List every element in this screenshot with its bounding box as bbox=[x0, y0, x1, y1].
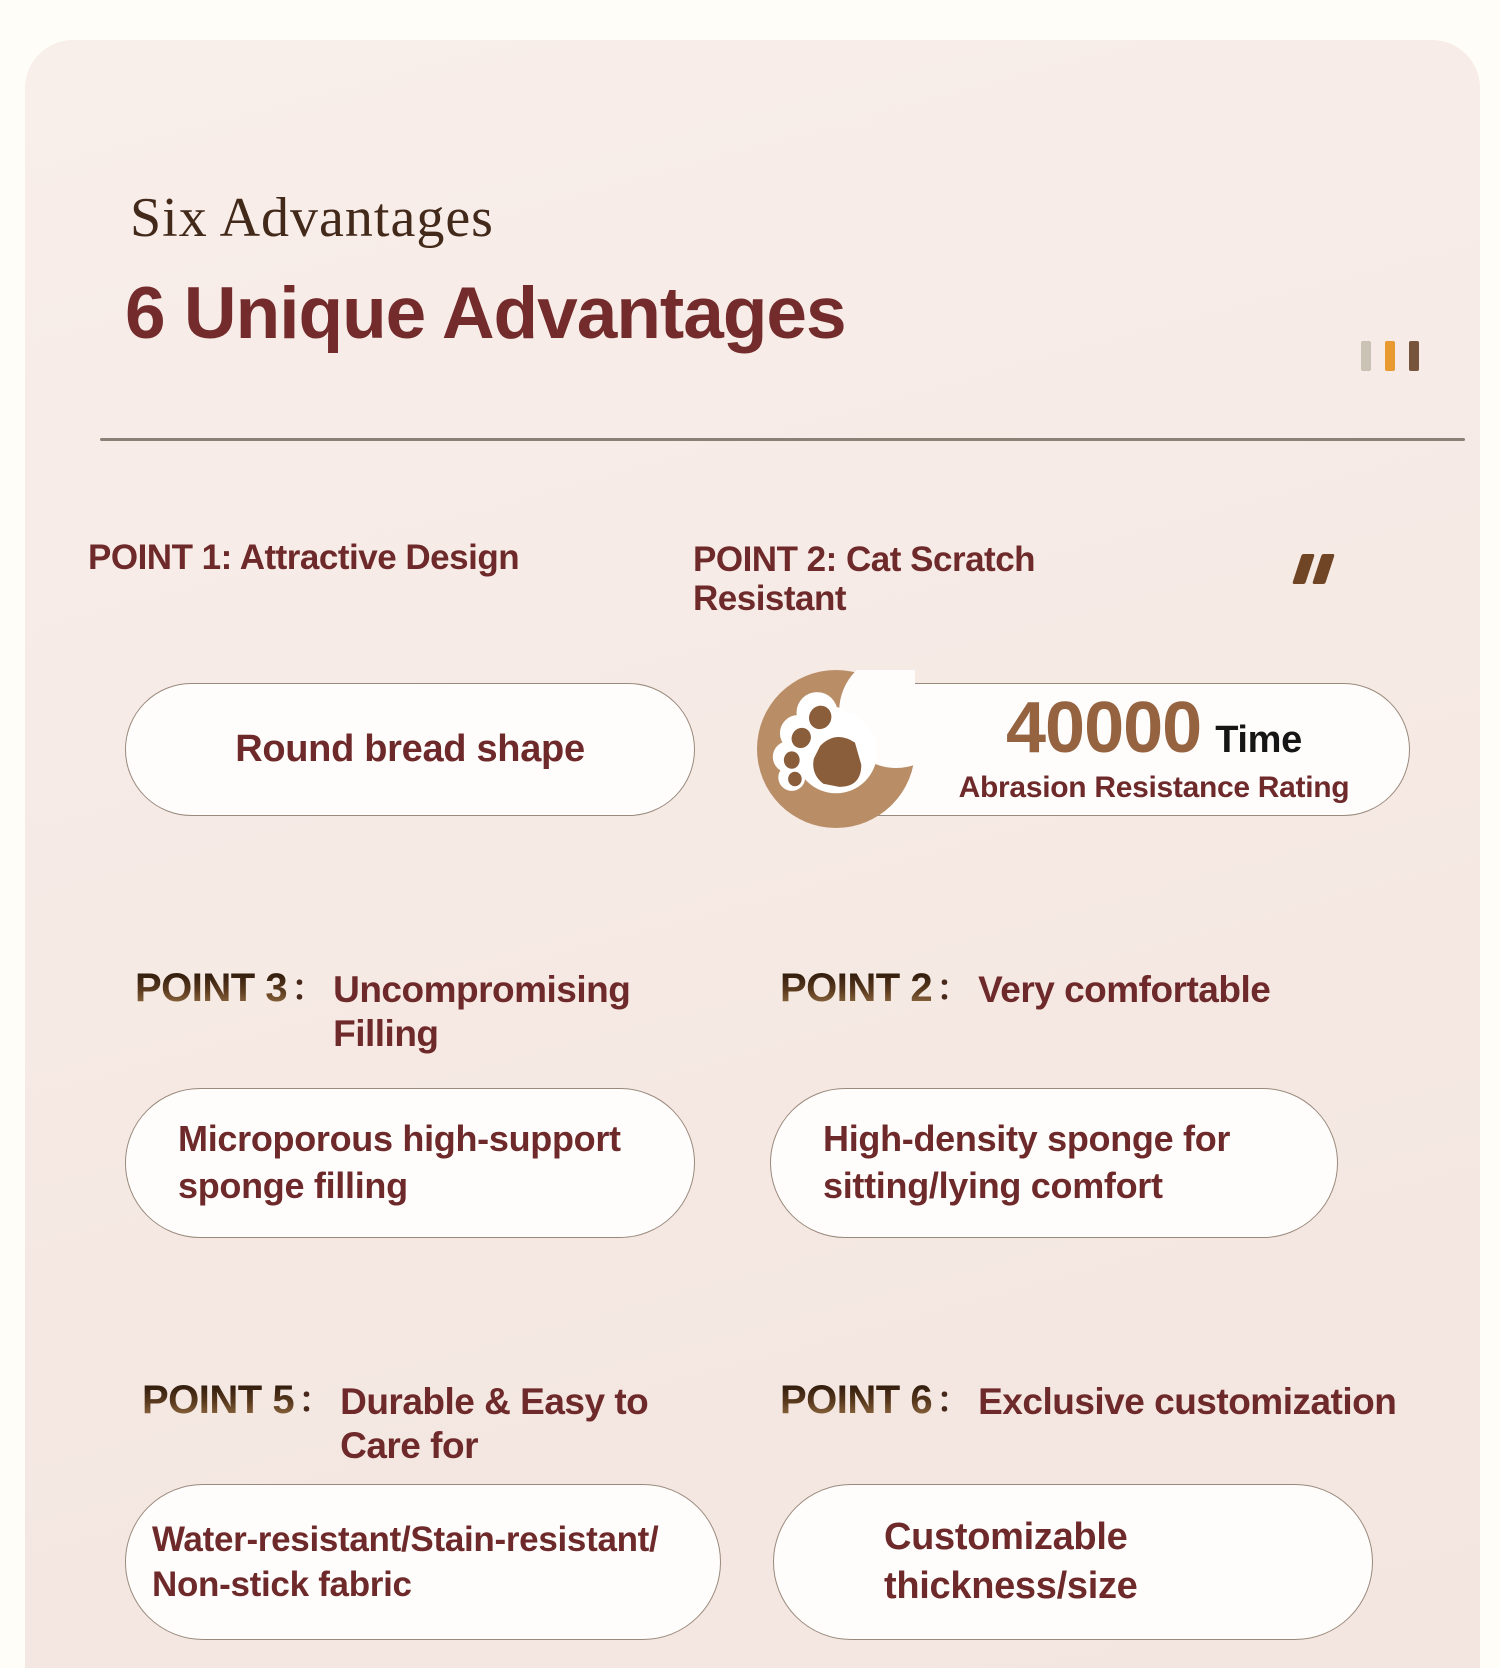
pill-text: Customizable bbox=[884, 1515, 1128, 1558]
point3-pill bbox=[125, 1088, 695, 1238]
point5-pill bbox=[125, 1484, 721, 1640]
pill-text: sponge filling bbox=[178, 1165, 408, 1206]
divider bbox=[100, 438, 1465, 441]
point-label: POINT 3 bbox=[135, 966, 288, 1010]
point-colon: ： bbox=[291, 967, 328, 1008]
stat-unit: Time bbox=[1215, 719, 1303, 762]
point-colon: ： bbox=[298, 1379, 335, 1420]
pill-text: Water-resistant/Stain-resistant/ bbox=[152, 1519, 659, 1559]
point2-stat-pill bbox=[762, 683, 1410, 816]
point3-heading bbox=[135, 968, 663, 1055]
point1-heading bbox=[88, 538, 608, 577]
heading-line: POINT 1: Attractive Design bbox=[88, 538, 520, 577]
point-colon: ： bbox=[936, 967, 973, 1008]
pill-text: thickness/size bbox=[884, 1565, 1138, 1607]
point-colon: ： bbox=[936, 1379, 973, 1420]
point1-pill bbox=[125, 683, 695, 816]
bar-segment bbox=[1361, 341, 1371, 371]
pill-text: Non-stick fabric bbox=[152, 1565, 412, 1604]
point6-pill bbox=[773, 1484, 1373, 1640]
double-quote-icon bbox=[1297, 554, 1330, 584]
stat-value: 40000 bbox=[1005, 688, 1202, 769]
content-card bbox=[25, 40, 1480, 1668]
heading-line: Resistant bbox=[693, 579, 847, 619]
pill-text: Microporous high-support bbox=[178, 1118, 621, 1160]
point2-heading bbox=[693, 540, 1073, 618]
bar-segment bbox=[1409, 341, 1419, 371]
point-title: Uncompromising Filling bbox=[333, 969, 631, 1054]
stat-caption: Abrasion Resistance Rating bbox=[958, 770, 1350, 804]
cat-paw-icon bbox=[757, 670, 915, 828]
point4-pill bbox=[770, 1088, 1338, 1238]
point-label: POINT 6 bbox=[780, 1378, 933, 1422]
point-label: POINT 2 bbox=[780, 966, 933, 1010]
pill-text: Round bread shape bbox=[235, 727, 585, 770]
bar-segment bbox=[1385, 341, 1395, 371]
point4-heading bbox=[780, 968, 1358, 1012]
heading-line: POINT 2: Cat Scratch bbox=[693, 540, 1036, 579]
three-bars-icon bbox=[1361, 341, 1419, 371]
point-title: Durable & Easy to Care for bbox=[340, 1381, 649, 1466]
point5-heading bbox=[142, 1380, 690, 1467]
pill-text: High-density sponge for bbox=[823, 1118, 1231, 1160]
point6-heading bbox=[780, 1380, 1438, 1424]
point-title: Exclusive customization bbox=[978, 1381, 1397, 1422]
point-label: POINT 5 bbox=[142, 1378, 295, 1422]
eyebrow-title: Six Advantages bbox=[130, 187, 494, 249]
point-title: Very comfortable bbox=[978, 969, 1271, 1010]
stat-block bbox=[913, 688, 1409, 806]
pill-text: sitting/lying comfort bbox=[823, 1165, 1163, 1206]
page-title: 6 Unique Advantages bbox=[125, 273, 846, 354]
